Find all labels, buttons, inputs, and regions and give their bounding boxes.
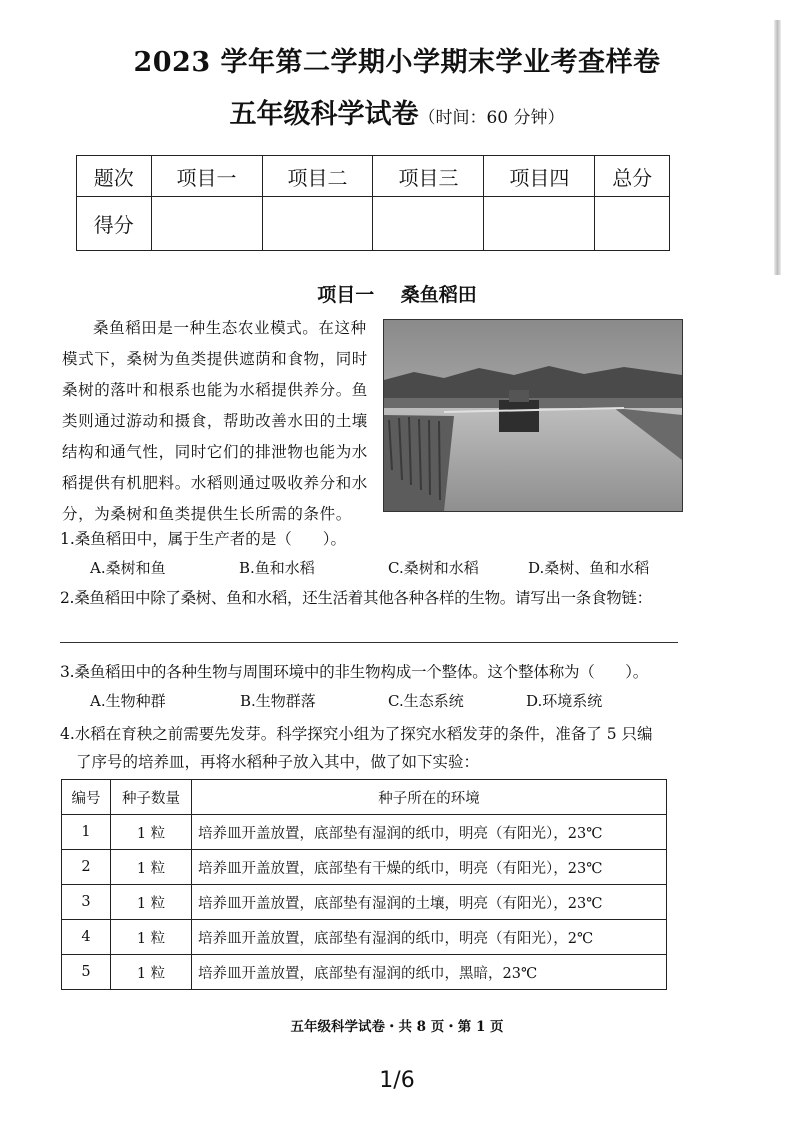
row-seed-count: 1 粒: [111, 850, 192, 885]
table-row: [62, 885, 667, 920]
q1-option-c[interactable]: C.桑树和水稻: [388, 559, 479, 577]
question-3: 3.桑鱼稻田中的各种生物与周围环境中的非生物构成一个整体。这个整体称为（ ）。: [60, 663, 649, 681]
section-title: 项目一 桑鱼稻田: [317, 284, 477, 306]
header-id: 编号: [62, 780, 111, 815]
q1-option-d[interactable]: D.桑树、鱼和水稻: [528, 559, 650, 577]
table-row: [62, 815, 667, 850]
score-header-cell: 题次: [77, 156, 152, 197]
score-header-cell: 项目一: [151, 156, 262, 197]
answer-line[interactable]: [60, 642, 678, 643]
score-header-cell: 项目三: [373, 156, 484, 197]
row-environment: 培养皿开盖放置，底部垫有湿润的土壤，明亮（有阳光），23℃: [192, 885, 667, 920]
score-value-row: [77, 197, 670, 251]
question-2: 2.桑鱼稻田中除了桑树、鱼和水稻，还生活着其他各种各样的生物。请写出一条食物链：: [60, 589, 652, 607]
rice-field-photo: [383, 319, 683, 512]
score-cell[interactable]: [373, 197, 484, 251]
exam-subtitle: [0, 92, 794, 131]
score-row-label: 得分: [77, 197, 152, 251]
question-1-options: [0, 557, 794, 581]
question-1: 1.桑鱼稻田中，属于生产者的是（ ）。: [60, 530, 347, 548]
row-id: 1: [62, 815, 111, 850]
experiment-table: [61, 779, 667, 990]
exam-title: 2023 学年第二学期小学期末学业考查样卷: [133, 47, 661, 78]
score-header-cell: 总分: [595, 156, 670, 197]
page-indicator: 1/6: [379, 1068, 415, 1093]
time-note: （时间：60 分钟）: [418, 108, 565, 128]
q3-option-d[interactable]: D.环境系统: [526, 692, 603, 710]
row-id: 4: [62, 920, 111, 955]
experiment-header-row: [62, 780, 667, 815]
score-cell[interactable]: [484, 197, 595, 251]
rice-field-photo-drawing: [384, 320, 682, 511]
row-environment: 培养皿开盖放置，底部垫有干燥的纸巾，明亮（有阳光），23℃: [192, 850, 667, 885]
score-cell[interactable]: [151, 197, 262, 251]
row-environment: 培养皿开盖放置，底部垫有湿润的纸巾，明亮（有阳光），2℃: [192, 920, 667, 955]
table-row: [62, 920, 667, 955]
row-id: 3: [62, 885, 111, 920]
subject-title: 五年级科学试卷: [229, 99, 419, 130]
score-table: [76, 155, 670, 251]
q3-option-c[interactable]: C.生态系统: [388, 692, 464, 710]
row-environment: 培养皿开盖放置，底部垫有湿润的纸巾，明亮（有阳光），23℃: [192, 815, 667, 850]
row-seed-count: 1 粒: [111, 815, 192, 850]
header-environment: 种子所在的环境: [192, 780, 667, 815]
row-id: 2: [62, 850, 111, 885]
score-cell[interactable]: [595, 197, 670, 251]
row-seed-count: 1 粒: [111, 885, 192, 920]
page-footer: 五年级科学试卷・共 8 页・第 1 页: [290, 1019, 504, 1035]
table-row: [62, 850, 667, 885]
score-header-cell: 项目二: [262, 156, 373, 197]
q3-option-a[interactable]: A.生物种群: [90, 692, 166, 710]
header-seed-count: 种子数量: [111, 780, 192, 815]
score-header-row: [77, 156, 670, 197]
question-3-options: [0, 690, 794, 714]
question-4-line2: 了序号的培养皿，再将水稻种子放入其中，做了如下实验：: [76, 753, 480, 771]
row-id: 5: [62, 955, 111, 990]
intro-paragraph: 桑鱼稻田是一种生态农业模式。在这种模式下，桑树为鱼类提供遮荫和食物，同时桑树的落叶和根系也能为水稻提供养分。鱼类则通过游动和摄食，帮助改善水田的土壤结构和通气性，同时它们的排泄物也能为水稻提供有机肥料。水稻则通过吸收养分和水分，为桑树和鱼类提供生长所需的条件。: [62, 319, 368, 523]
table-row: [62, 955, 667, 990]
question-4-line1: 4.水稻在育秧之前需要先发芽。科学探究小组为了探究水稻发芽的条件，准备了 5 只编: [60, 725, 653, 743]
score-cell[interactable]: [262, 197, 373, 251]
score-header-cell: 项目四: [484, 156, 595, 197]
q3-option-b[interactable]: B.生物群落: [240, 692, 316, 710]
q1-option-b[interactable]: B.鱼和水稻: [239, 559, 315, 577]
row-seed-count: 1 粒: [111, 955, 192, 990]
row-environment: 培养皿开盖放置，底部垫有湿润的纸巾，黑暗，23℃: [192, 955, 667, 990]
q1-option-a[interactable]: A.桑树和鱼: [90, 559, 166, 577]
row-seed-count: 1 粒: [111, 920, 192, 955]
